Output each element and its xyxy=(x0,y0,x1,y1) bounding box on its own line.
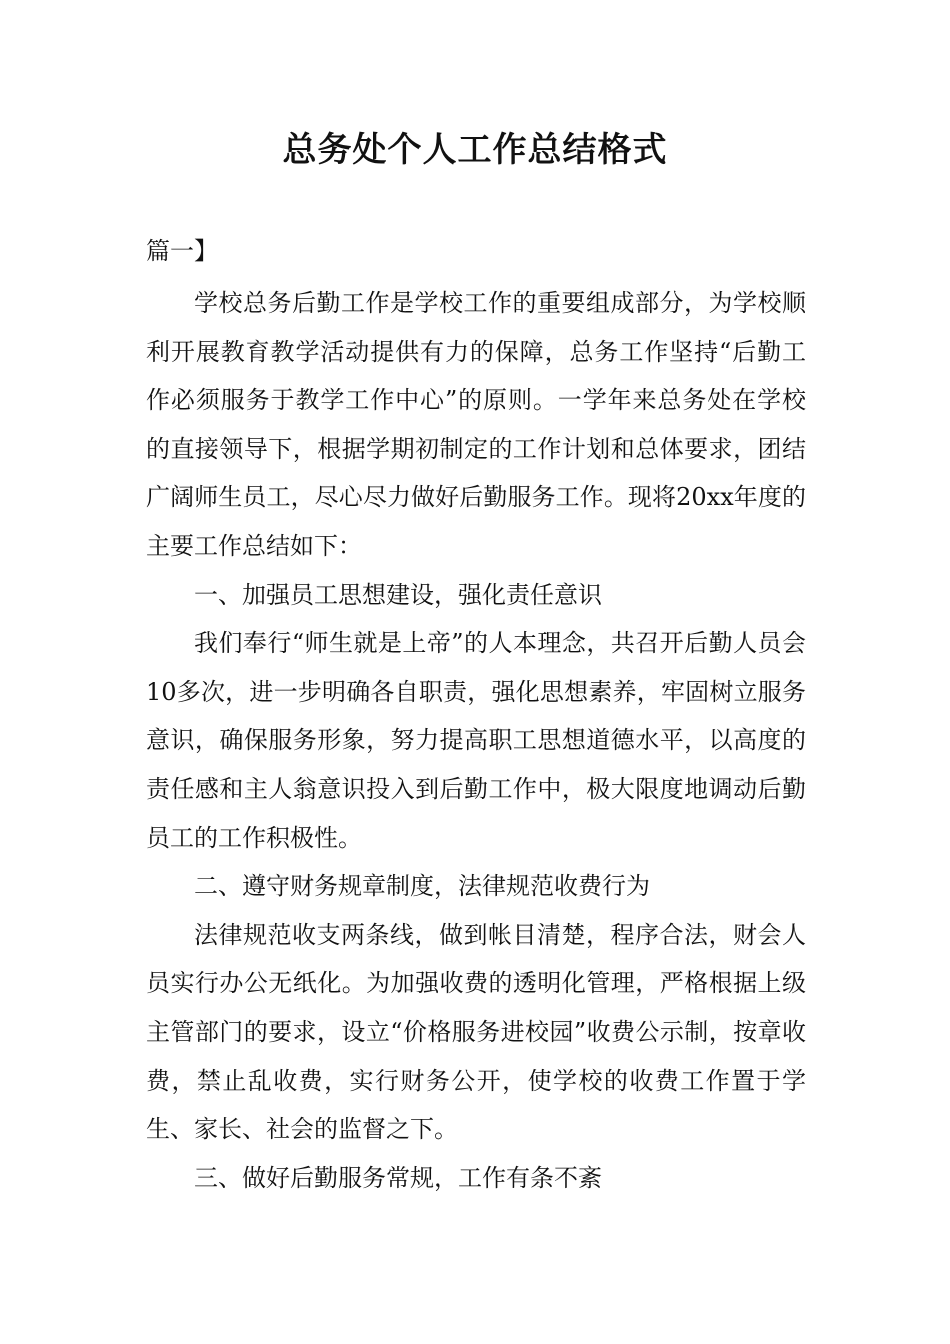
section-heading-3: 三、做好后勤服务常规，工作有条不紊 xyxy=(194,1163,602,1192)
document-body xyxy=(146,279,806,1202)
intro-paragraph: 学校总务后勤工作是学校工作的重要组成部分，为学校顺利开展教育教学活动提供有力的保障，总务工作坚持“后勤工作必须服务于教学工作中心”的原则。一学年来总务处在学校的直接领导下，根据学期初制定的工作计划和总体要求，团结广阔师生员工，尽心尽力做好后勤服务工作。现将20xx年度的主要工作总结如下： xyxy=(146,289,806,560)
section-paragraph-1: 我们奉行“师生就是上帝”的人本理念，共召开后勤人员会10多次，进一步明确各自职责，强化思想素养，牢固树立服务意识，确保服务形象，努力提高职工思想道德水平，以高度的责任感和主人翁意识投入到后勤工作中，极大限度地调动后勤员工的工作积极性。 xyxy=(146,629,806,852)
section-paragraph-2: 法律规范收支两条线，做到帐目清楚，程序合法，财会人员实行办公无纸化。为加强收费的透明化管理，严格根据上级主管部门的要求，设立“价格服务进校园”收费公示制，按章收费，禁止乱收费，实行财务公开，使学校的收费工作置于学生、家长、社会的监督之下。 xyxy=(146,920,806,1144)
section-heading-1: 一、加强员工思想建设，强化责任意识 xyxy=(194,580,602,609)
section-label: 篇一】 xyxy=(146,237,218,265)
section-heading-2: 二、遵守财务规章制度，法律规范收费行为 xyxy=(194,872,650,901)
document-title: 总务处个人工作总结格式 xyxy=(282,130,668,170)
